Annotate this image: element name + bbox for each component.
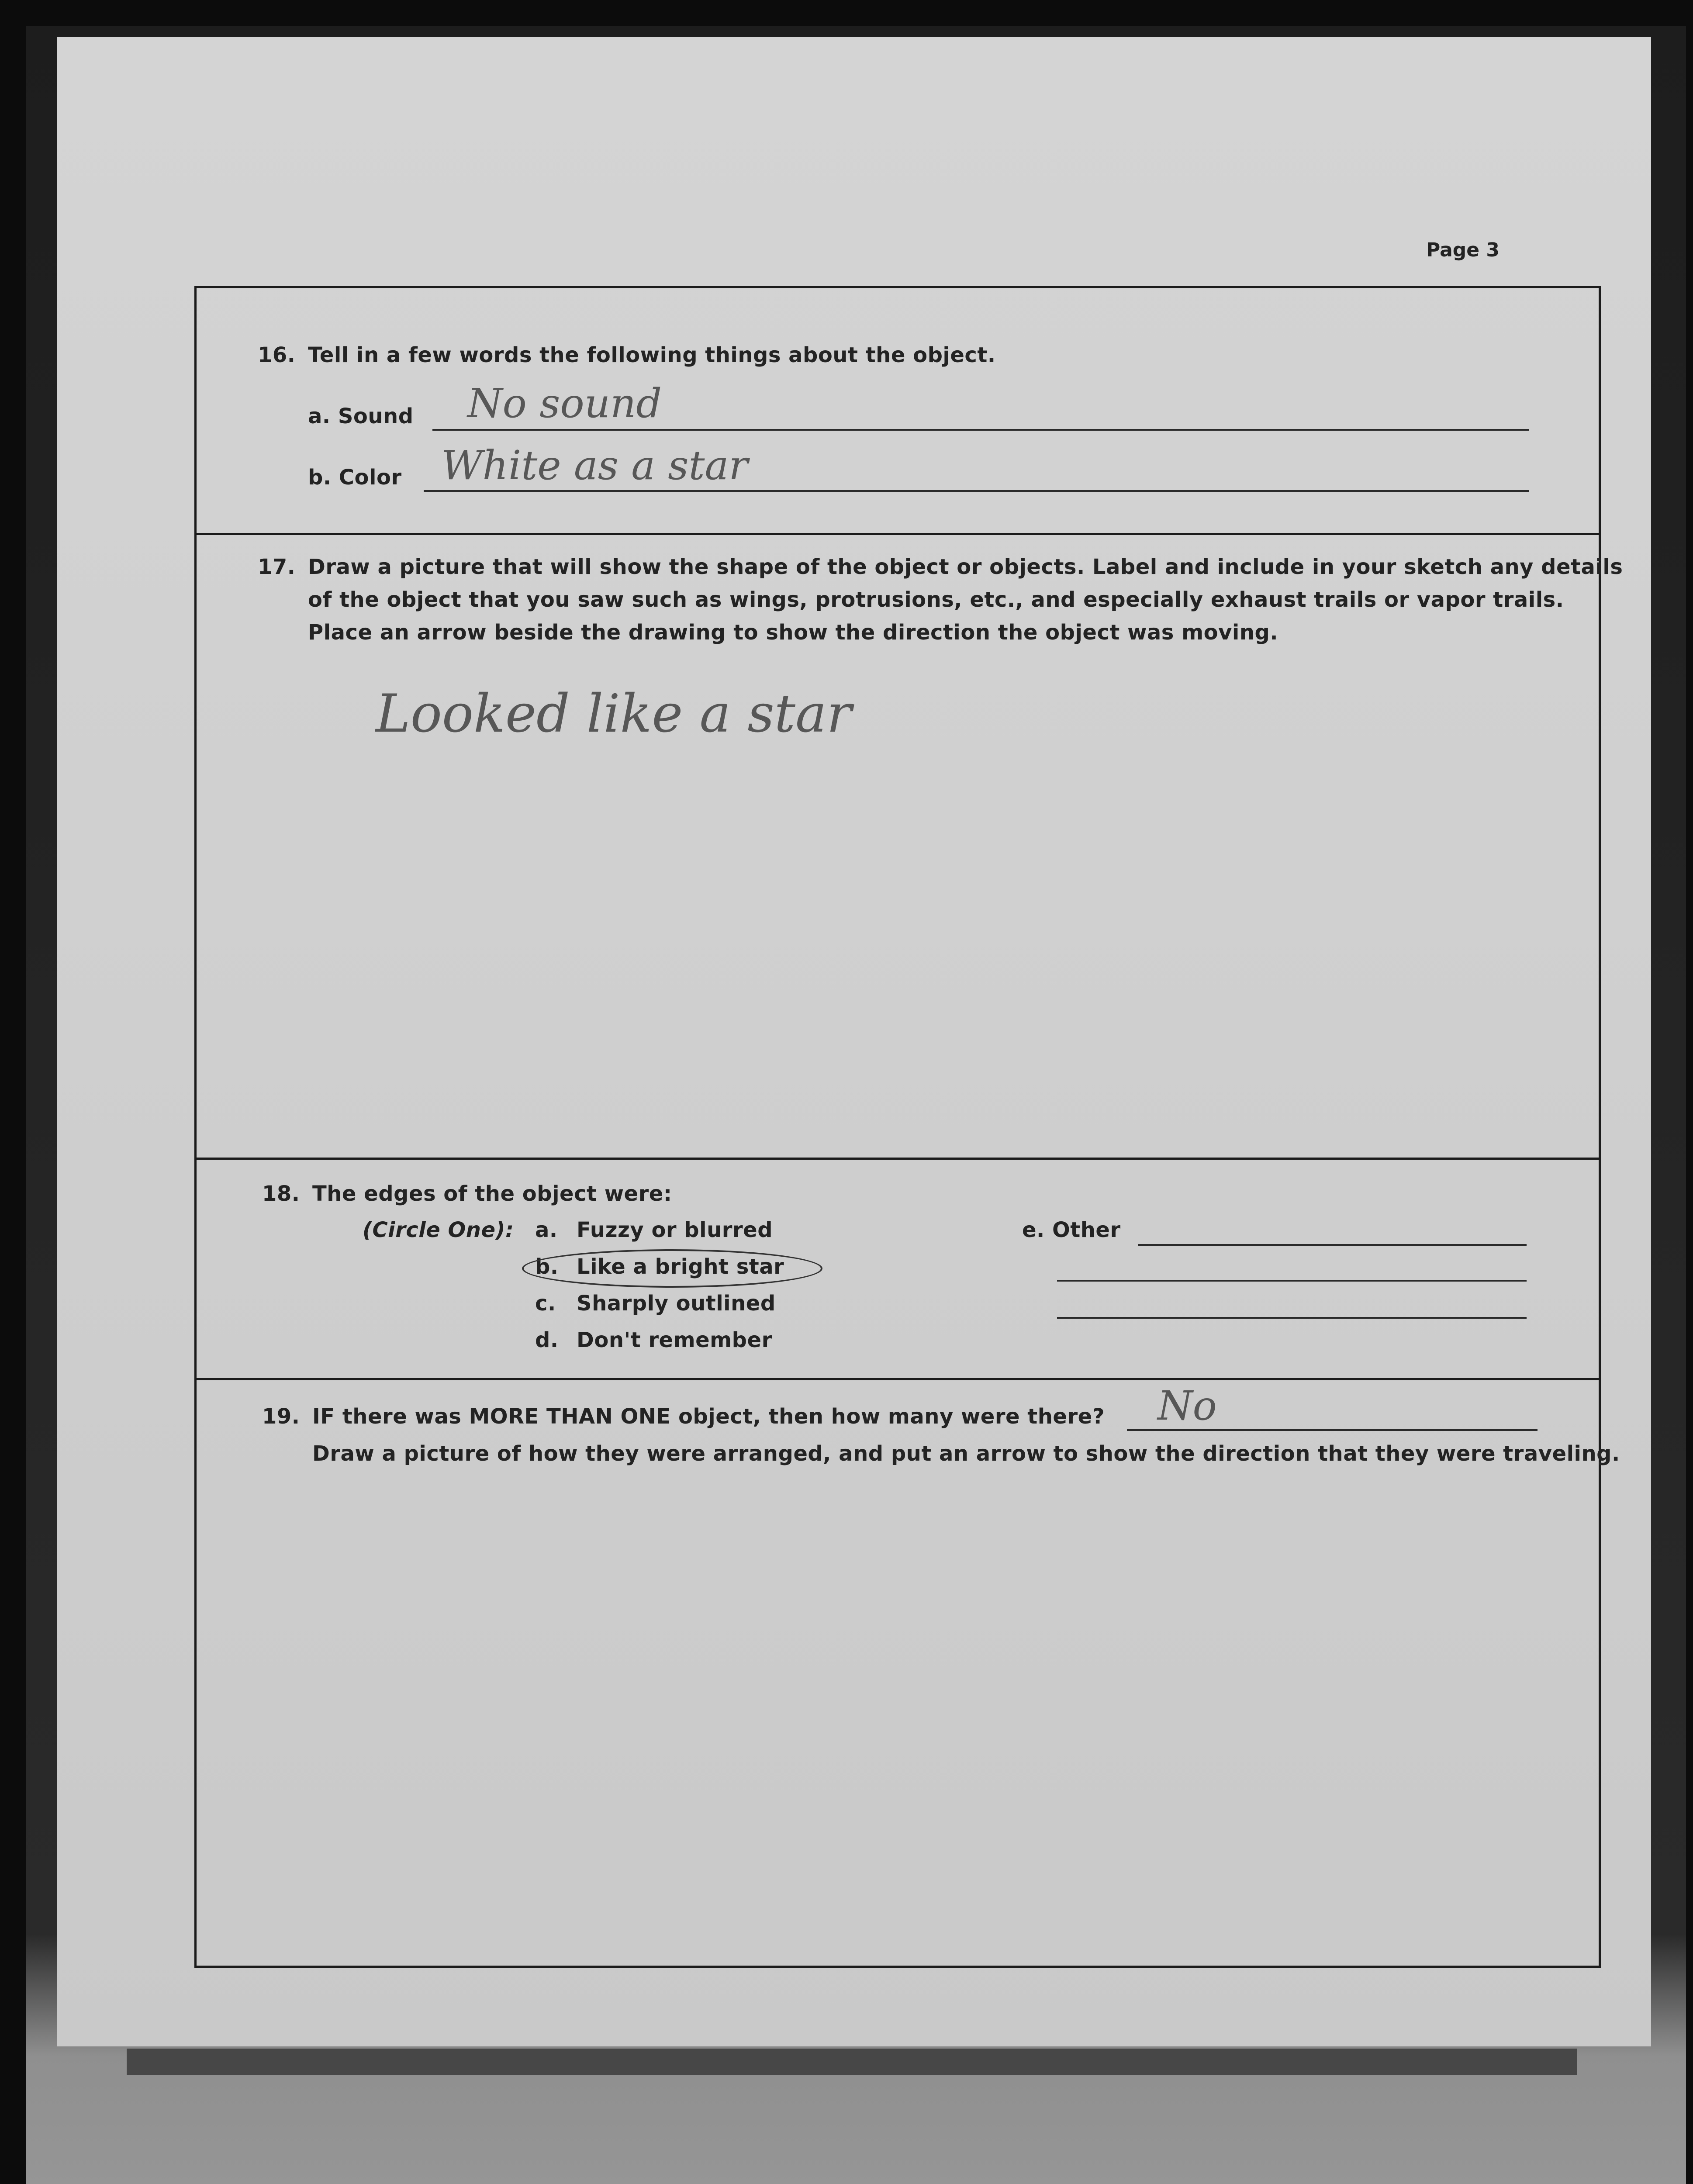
- q18-option-c-letter: c.: [535, 1291, 556, 1316]
- q16-sound-answer: No sound: [467, 380, 662, 427]
- divider-18-19: [197, 1378, 1599, 1380]
- q18-option-d-text: Don't remember: [577, 1328, 772, 1352]
- q19-line-1: IF there was MORE THAN ONE object, then how many were there?: [312, 1404, 1105, 1429]
- q19-number: 19.: [262, 1404, 300, 1429]
- q19-answer: No: [1157, 1382, 1217, 1429]
- q18-other-line-3: [1057, 1317, 1527, 1319]
- q18-prompt: The edges of the object were:: [312, 1182, 672, 1206]
- q18-number: 18.: [262, 1182, 300, 1206]
- q17-answer: Looked like a star: [376, 684, 852, 744]
- q18-option-b-text: Like a bright star: [577, 1254, 784, 1279]
- q18-circle-one: (Circle One):: [363, 1218, 514, 1242]
- q16-sound-line: [432, 429, 1529, 431]
- q18-hand-circle: [522, 1249, 822, 1288]
- q18-option-a-text: Fuzzy or blurred: [577, 1218, 773, 1242]
- q17-line-2: of the object that you saw such as wings, protrusions, etc., and especially exhaust trails or vapor trails.: [308, 587, 1564, 612]
- q18-option-a-letter: a.: [535, 1218, 558, 1242]
- page-bottom-shadow: [127, 2049, 1577, 2075]
- q18-option-c-text: Sharply outlined: [577, 1291, 776, 1316]
- q18-other-line-1: [1138, 1244, 1527, 1246]
- q18-other-label: e. Other: [1022, 1218, 1121, 1242]
- q16-prompt: Tell in a few words the following things about the object.: [308, 343, 996, 367]
- q17-number: 17.: [258, 555, 296, 579]
- q19-line-2: Draw a picture of how they were arranged, and put an arrow to show the direction that they were traveling.: [312, 1441, 1620, 1466]
- q16-color-label: b. Color: [308, 465, 402, 490]
- q16-color-line: [424, 490, 1529, 492]
- q17-line-1: Draw a picture that will show the shape of the object or objects. Label and include in your sketch any details: [308, 555, 1623, 579]
- divider-16-17: [197, 533, 1599, 535]
- divider-17-18: [197, 1158, 1599, 1160]
- page-number: Page 3: [1426, 239, 1500, 261]
- q18-other-line-2: [1057, 1280, 1527, 1282]
- q16-number: 16.: [258, 343, 296, 367]
- q16-sound-label: a. Sound: [308, 404, 414, 429]
- q19-count-line: [1127, 1429, 1538, 1431]
- q18-option-b-letter: b.: [535, 1254, 559, 1279]
- q16-color-answer: White as a star: [441, 442, 748, 489]
- form-page: [57, 37, 1651, 2046]
- q17-line-3: Place an arrow beside the drawing to show the direction the object was moving.: [308, 620, 1278, 645]
- q18-option-d-letter: d.: [535, 1328, 559, 1352]
- form-frame: [194, 286, 1623, 1968]
